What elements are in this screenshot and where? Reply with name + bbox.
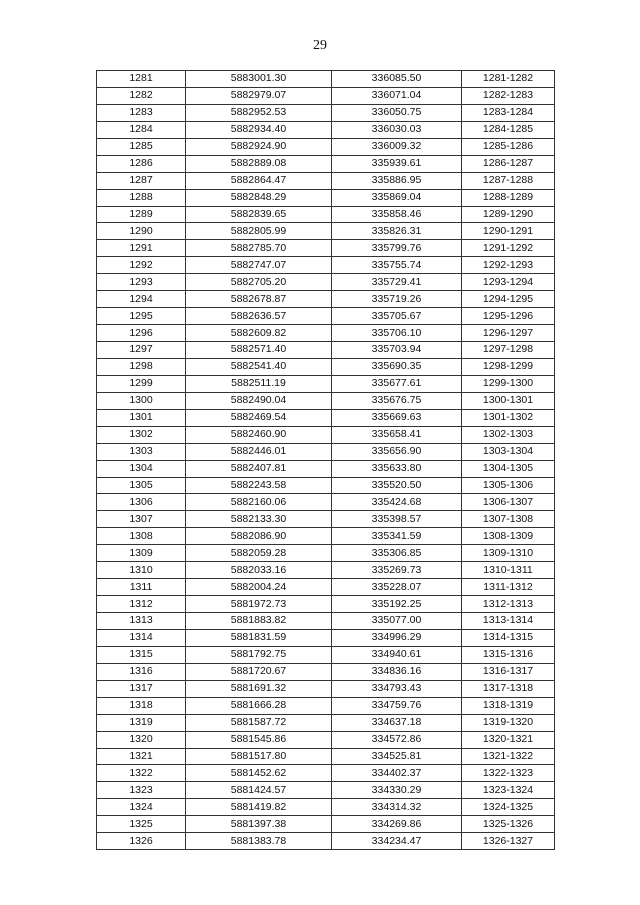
segment-cell: 1320-1321 <box>462 731 555 748</box>
table-row <box>97 172 555 189</box>
x-coordinate-cell: 5882407.81 <box>186 460 332 477</box>
y-coordinate-cell: 335677.61 <box>332 375 462 392</box>
x-coordinate-cell: 5881397.38 <box>186 816 332 833</box>
y-coordinate-cell: 335939.61 <box>332 155 462 172</box>
x-coordinate-cell: 5882086.90 <box>186 528 332 545</box>
y-coordinate-cell: 335269.73 <box>332 562 462 579</box>
table-row <box>97 714 555 731</box>
segment-cell: 1298-1299 <box>462 358 555 375</box>
table-row <box>97 409 555 426</box>
point-number-cell: 1321 <box>97 748 186 765</box>
table-row <box>97 342 555 359</box>
y-coordinate-cell: 334269.86 <box>332 816 462 833</box>
point-number-cell: 1302 <box>97 426 186 443</box>
point-number-cell: 1305 <box>97 477 186 494</box>
segment-cell: 1291-1292 <box>462 240 555 257</box>
table-row <box>97 358 555 375</box>
table-row <box>97 104 555 121</box>
y-coordinate-cell: 335799.76 <box>332 240 462 257</box>
x-coordinate-cell: 5882805.99 <box>186 223 332 240</box>
x-coordinate-cell: 5882571.40 <box>186 342 332 359</box>
table-row <box>97 121 555 138</box>
table-row <box>97 765 555 782</box>
point-number-cell: 1292 <box>97 257 186 274</box>
x-coordinate-cell: 5882864.47 <box>186 172 332 189</box>
point-number-cell: 1296 <box>97 325 186 342</box>
segment-cell: 1285-1286 <box>462 138 555 155</box>
segment-cell: 1286-1287 <box>462 155 555 172</box>
segment-cell: 1300-1301 <box>462 392 555 409</box>
table-row <box>97 697 555 714</box>
x-coordinate-cell: 5882004.24 <box>186 579 332 596</box>
segment-cell: 1303-1304 <box>462 443 555 460</box>
point-number-cell: 1326 <box>97 833 186 850</box>
y-coordinate-cell: 336071.04 <box>332 87 462 104</box>
y-coordinate-cell: 335669.63 <box>332 409 462 426</box>
point-number-cell: 1291 <box>97 240 186 257</box>
x-coordinate-cell: 5881587.72 <box>186 714 332 731</box>
y-coordinate-cell: 335729.41 <box>332 274 462 291</box>
table-row <box>97 833 555 850</box>
table-row <box>97 240 555 257</box>
x-coordinate-cell: 5881419.82 <box>186 799 332 816</box>
point-number-cell: 1308 <box>97 528 186 545</box>
table-row <box>97 325 555 342</box>
point-number-cell: 1319 <box>97 714 186 731</box>
y-coordinate-cell: 334525.81 <box>332 748 462 765</box>
x-coordinate-cell: 5882511.19 <box>186 375 332 392</box>
table-row <box>97 155 555 172</box>
point-number-cell: 1306 <box>97 494 186 511</box>
segment-cell: 1323-1324 <box>462 782 555 799</box>
y-coordinate-cell: 336009.32 <box>332 138 462 155</box>
x-coordinate-cell: 5881883.82 <box>186 613 332 630</box>
x-coordinate-cell: 5882446.01 <box>186 443 332 460</box>
segment-cell: 1287-1288 <box>462 172 555 189</box>
table-row <box>97 291 555 308</box>
x-coordinate-cell: 5881424.57 <box>186 782 332 799</box>
table-row <box>97 206 555 223</box>
y-coordinate-cell: 335755.74 <box>332 257 462 274</box>
point-number-cell: 1284 <box>97 121 186 138</box>
y-coordinate-cell: 335719.26 <box>332 291 462 308</box>
y-coordinate-cell: 335826.31 <box>332 223 462 240</box>
segment-cell: 1292-1293 <box>462 257 555 274</box>
point-number-cell: 1317 <box>97 680 186 697</box>
y-coordinate-cell: 334234.47 <box>332 833 462 850</box>
x-coordinate-cell: 5882952.53 <box>186 104 332 121</box>
point-number-cell: 1315 <box>97 646 186 663</box>
segment-cell: 1324-1325 <box>462 799 555 816</box>
table-row <box>97 138 555 155</box>
table-row <box>97 613 555 630</box>
x-coordinate-cell: 5881691.32 <box>186 680 332 697</box>
y-coordinate-cell: 335424.68 <box>332 494 462 511</box>
x-coordinate-cell: 5882133.30 <box>186 511 332 528</box>
segment-cell: 1299-1300 <box>462 375 555 392</box>
point-number-cell: 1299 <box>97 375 186 392</box>
table-row <box>97 308 555 325</box>
segment-cell: 1326-1327 <box>462 833 555 850</box>
segment-cell: 1317-1318 <box>462 680 555 697</box>
point-number-cell: 1282 <box>97 87 186 104</box>
point-number-cell: 1298 <box>97 358 186 375</box>
segment-cell: 1294-1295 <box>462 291 555 308</box>
table-row <box>97 189 555 206</box>
table-row <box>97 562 555 579</box>
point-number-cell: 1324 <box>97 799 186 816</box>
x-coordinate-cell: 5882839.65 <box>186 206 332 223</box>
x-coordinate-cell: 5881383.78 <box>186 833 332 850</box>
point-number-cell: 1294 <box>97 291 186 308</box>
segment-cell: 1305-1306 <box>462 477 555 494</box>
segment-cell: 1319-1320 <box>462 714 555 731</box>
y-coordinate-cell: 334793.43 <box>332 680 462 697</box>
table-row <box>97 528 555 545</box>
segment-cell: 1296-1297 <box>462 325 555 342</box>
table-row <box>97 274 555 291</box>
x-coordinate-cell: 5882160.06 <box>186 494 332 511</box>
y-coordinate-cell: 334759.76 <box>332 697 462 714</box>
y-coordinate-cell: 334940.61 <box>332 646 462 663</box>
x-coordinate-cell: 5881545.86 <box>186 731 332 748</box>
point-number-cell: 1301 <box>97 409 186 426</box>
table-row <box>97 511 555 528</box>
table-row <box>97 579 555 596</box>
x-coordinate-cell: 5882490.04 <box>186 392 332 409</box>
y-coordinate-cell: 336085.50 <box>332 71 462 88</box>
point-number-cell: 1281 <box>97 71 186 88</box>
page-number: 29 <box>313 38 327 53</box>
segment-cell: 1306-1307 <box>462 494 555 511</box>
y-coordinate-cell: 335869.04 <box>332 189 462 206</box>
point-number-cell: 1289 <box>97 206 186 223</box>
x-coordinate-cell: 5882541.40 <box>186 358 332 375</box>
table-row <box>97 596 555 613</box>
segment-cell: 1318-1319 <box>462 697 555 714</box>
segment-cell: 1310-1311 <box>462 562 555 579</box>
x-coordinate-cell: 5882609.82 <box>186 325 332 342</box>
segment-cell: 1321-1322 <box>462 748 555 765</box>
point-number-cell: 1303 <box>97 443 186 460</box>
segment-cell: 1283-1284 <box>462 104 555 121</box>
x-coordinate-cell: 5882705.20 <box>186 274 332 291</box>
x-coordinate-cell: 5883001.30 <box>186 71 332 88</box>
x-coordinate-cell: 5881831.59 <box>186 629 332 646</box>
point-number-cell: 1295 <box>97 308 186 325</box>
table-row <box>97 731 555 748</box>
point-number-cell: 1283 <box>97 104 186 121</box>
y-coordinate-cell: 335520.50 <box>332 477 462 494</box>
table-row <box>97 257 555 274</box>
point-number-cell: 1285 <box>97 138 186 155</box>
segment-cell: 1309-1310 <box>462 545 555 562</box>
segment-cell: 1322-1323 <box>462 765 555 782</box>
x-coordinate-cell: 5882785.70 <box>186 240 332 257</box>
x-coordinate-cell: 5882924.90 <box>186 138 332 155</box>
x-coordinate-cell: 5882747.07 <box>186 257 332 274</box>
table-row <box>97 477 555 494</box>
y-coordinate-cell: 335306.85 <box>332 545 462 562</box>
segment-cell: 1301-1302 <box>462 409 555 426</box>
table-row <box>97 494 555 511</box>
y-coordinate-cell: 334402.37 <box>332 765 462 782</box>
x-coordinate-cell: 5881792.75 <box>186 646 332 663</box>
table-row <box>97 426 555 443</box>
x-coordinate-cell: 5881666.28 <box>186 697 332 714</box>
table-row <box>97 545 555 562</box>
table-row <box>97 392 555 409</box>
segment-cell: 1302-1303 <box>462 426 555 443</box>
point-number-cell: 1288 <box>97 189 186 206</box>
y-coordinate-cell: 335341.59 <box>332 528 462 545</box>
table-row <box>97 443 555 460</box>
y-coordinate-cell: 335886.95 <box>332 172 462 189</box>
y-coordinate-cell: 335077.00 <box>332 613 462 630</box>
point-number-cell: 1286 <box>97 155 186 172</box>
table-row <box>97 646 555 663</box>
table-row <box>97 629 555 646</box>
table-row <box>97 375 555 392</box>
y-coordinate-cell: 335398.57 <box>332 511 462 528</box>
x-coordinate-cell: 5882469.54 <box>186 409 332 426</box>
segment-cell: 1312-1313 <box>462 596 555 613</box>
point-number-cell: 1293 <box>97 274 186 291</box>
table-row <box>97 680 555 697</box>
point-number-cell: 1304 <box>97 460 186 477</box>
y-coordinate-cell: 335706.10 <box>332 325 462 342</box>
segment-cell: 1308-1309 <box>462 528 555 545</box>
x-coordinate-cell: 5882636.57 <box>186 308 332 325</box>
table-row <box>97 799 555 816</box>
segment-cell: 1289-1290 <box>462 206 555 223</box>
table-row <box>97 663 555 680</box>
x-coordinate-cell: 5882889.08 <box>186 155 332 172</box>
y-coordinate-cell: 335705.67 <box>332 308 462 325</box>
y-coordinate-cell: 335690.35 <box>332 358 462 375</box>
table-row <box>97 71 555 88</box>
point-number-cell: 1318 <box>97 697 186 714</box>
x-coordinate-cell: 5882934.40 <box>186 121 332 138</box>
segment-cell: 1304-1305 <box>462 460 555 477</box>
table-row <box>97 223 555 240</box>
segment-cell: 1307-1308 <box>462 511 555 528</box>
segment-cell: 1297-1298 <box>462 342 555 359</box>
x-coordinate-cell: 5881972.73 <box>186 596 332 613</box>
x-coordinate-cell: 5881720.67 <box>186 663 332 680</box>
segment-cell: 1293-1294 <box>462 274 555 291</box>
segment-cell: 1325-1326 <box>462 816 555 833</box>
table-row <box>97 816 555 833</box>
y-coordinate-cell: 334836.16 <box>332 663 462 680</box>
point-number-cell: 1297 <box>97 342 186 359</box>
segment-cell: 1295-1296 <box>462 308 555 325</box>
y-coordinate-cell: 335703.94 <box>332 342 462 359</box>
point-number-cell: 1300 <box>97 392 186 409</box>
point-number-cell: 1322 <box>97 765 186 782</box>
x-coordinate-cell: 5882059.28 <box>186 545 332 562</box>
table-row <box>97 87 555 104</box>
y-coordinate-cell: 334996.29 <box>332 629 462 646</box>
coordinates-table <box>96 70 555 850</box>
table-row <box>97 782 555 799</box>
x-coordinate-cell: 5882033.16 <box>186 562 332 579</box>
y-coordinate-cell: 334314.32 <box>332 799 462 816</box>
x-coordinate-cell: 5881452.62 <box>186 765 332 782</box>
point-number-cell: 1320 <box>97 731 186 748</box>
segment-cell: 1290-1291 <box>462 223 555 240</box>
point-number-cell: 1325 <box>97 816 186 833</box>
table-row <box>97 460 555 477</box>
point-number-cell: 1310 <box>97 562 186 579</box>
y-coordinate-cell: 334637.18 <box>332 714 462 731</box>
y-coordinate-cell: 335228.07 <box>332 579 462 596</box>
segment-cell: 1316-1317 <box>462 663 555 680</box>
x-coordinate-cell: 5882243.58 <box>186 477 332 494</box>
segment-cell: 1313-1314 <box>462 613 555 630</box>
segment-cell: 1315-1316 <box>462 646 555 663</box>
y-coordinate-cell: 335192.25 <box>332 596 462 613</box>
point-number-cell: 1316 <box>97 663 186 680</box>
x-coordinate-cell: 5882979.07 <box>186 87 332 104</box>
x-coordinate-cell: 5881517.80 <box>186 748 332 765</box>
point-number-cell: 1307 <box>97 511 186 528</box>
coordinates-table-body <box>97 71 555 850</box>
point-number-cell: 1312 <box>97 596 186 613</box>
point-number-cell: 1290 <box>97 223 186 240</box>
point-number-cell: 1323 <box>97 782 186 799</box>
point-number-cell: 1309 <box>97 545 186 562</box>
y-coordinate-cell: 336050.75 <box>332 104 462 121</box>
y-coordinate-cell: 335633.80 <box>332 460 462 477</box>
y-coordinate-cell: 335858.46 <box>332 206 462 223</box>
point-number-cell: 1311 <box>97 579 186 596</box>
point-number-cell: 1287 <box>97 172 186 189</box>
y-coordinate-cell: 334572.86 <box>332 731 462 748</box>
point-number-cell: 1313 <box>97 613 186 630</box>
y-coordinate-cell: 335656.90 <box>332 443 462 460</box>
x-coordinate-cell: 5882848.29 <box>186 189 332 206</box>
segment-cell: 1282-1283 <box>462 87 555 104</box>
segment-cell: 1288-1289 <box>462 189 555 206</box>
y-coordinate-cell: 335676.75 <box>332 392 462 409</box>
y-coordinate-cell: 336030.03 <box>332 121 462 138</box>
segment-cell: 1311-1312 <box>462 579 555 596</box>
segment-cell: 1281-1282 <box>462 71 555 88</box>
y-coordinate-cell: 335658.41 <box>332 426 462 443</box>
y-coordinate-cell: 334330.29 <box>332 782 462 799</box>
x-coordinate-cell: 5882678.87 <box>186 291 332 308</box>
segment-cell: 1314-1315 <box>462 629 555 646</box>
segment-cell: 1284-1285 <box>462 121 555 138</box>
point-number-cell: 1314 <box>97 629 186 646</box>
table-row <box>97 748 555 765</box>
x-coordinate-cell: 5882460.90 <box>186 426 332 443</box>
